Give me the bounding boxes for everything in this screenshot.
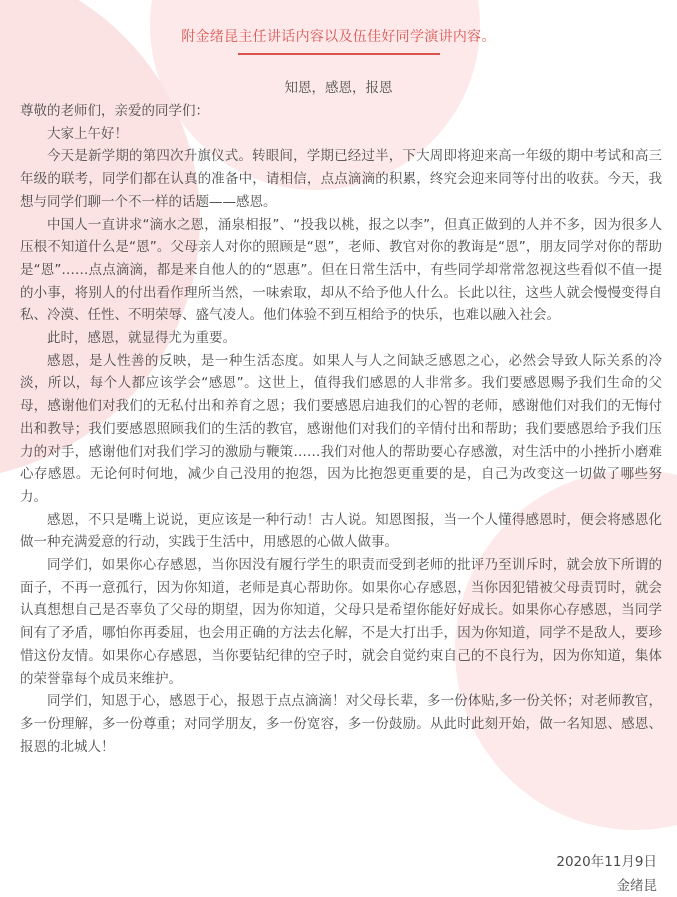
paragraph-gratitude-attitude: 感恩，是人性善的反映，是一种生活态度。如果人与人之间缺乏感恩之心，必然会导致人际关系的冷淡，所以，每个人都应该学会“感恩”。这世上，值得我们感恩的人非常多。我们要感恩赐予我们生命的父母，感谢他们对我们的无私付出和养育之恩；我们要感恩启迪我们的心智的老师，感谢他们对我们的无悔付出和教导；我们要感恩照顾我们的生活的教官，感谢他们对我们的辛情付出和帮助；我们要感恩给予我们压力的对手，感谢他们对我们学习的激励与鞭策……我们对他人的帮助要心存感激，对生活中的小挫折小磨难心存感恩。无论何时何地，减少自己没用的抱怨，因为比抱怨更重要的是，自己为改变这一切做了哪些努力。 xyxy=(20,352,662,505)
signature-author: 金绪昆 xyxy=(616,878,657,894)
paragraph-examples: 同学们，如果你心存感恩，当你因没有履行学生的职责而受到老师的批评乃至训斥时，就会放下所谓的面子，不再一意孤行，因为你知道，老师是真心帮助你。如果你心存感恩，当你因犯错被父母责罚时，就会认真想想自己是否辜负了父母的期望，因为你知道，父母只是希望你能好好成长。如果你心存感恩，当同学间有了矛盾，哪怕你再委屈，也会用正确的方法去化解，不是大打出手，因为你知道，同学不是敌人，要珍惜这份友情。如果你心存感恩，当你要钻纪律的空子时，就会自觉约束自己的不良行为，因为你知道，集体的荣誉靠每个成员来维护。 xyxy=(20,557,662,687)
paragraph-importance: 此时，感恩，就显得尤为重要。 xyxy=(47,330,236,347)
paragraph-intro: 今天是新学期的第四次升旗仪式。转眼间，学期已经过半，下大周即将迎来高一年级的期中考试和高三年级的联考，同学们都在认真的准备中，请相信，点点滴滴的积累，终究会迎来同等付出的收获。今天，我想与同学们聊一个不一样的话题——感恩。 xyxy=(20,148,662,210)
salutation: 尊敬的老师们，亲爱的同学们： xyxy=(20,103,209,119)
speech-body xyxy=(20,100,662,758)
paragraph-closing: 同学们，知恩于心，感恩于心，报恩于点点滴滴！对父母长辈，多一份体贴,多一份关怀；对老师教官，多一份理解，多一份尊重；对同学朋友，多一份宽容，多一份鼓励。从此时此刻开始，做一名知恩、感恩、报恩的北城人！ xyxy=(20,693,662,755)
signature-date: 2020年11月9日 xyxy=(556,854,657,870)
paragraph-greeting: 大家上午好！ xyxy=(47,125,128,142)
article-header-title: 附金绪昆主任讲话内容以及伍佳好同学演讲内容。 xyxy=(181,29,496,45)
paragraph-tradition: 中国人一直讲求“滴水之恩，涌泉相报”、“投我以桃，报之以李”，但真正做到的人并不多，因为很多人压根不知道什么是“恩”。父母亲人对你的照顾是“恩”，老师、教官对你的教诲是“恩”，朋友同学对你的帮助是“恩”……点点滴滴，都是来自他人的的“恩惠”。但在日常生活中，有些同学却常常忽视这些看似不值一提的小事，将别人的付出看作理所当然，一味索取，却从不给予他人什么。长此以往，这些人就会慢慢变得自私、冷漠、任性、不明荣辱、盛气凌人。他们体验不到互相给予的快乐，也难以融入社会。 xyxy=(20,216,662,324)
title-divider xyxy=(238,53,440,55)
paragraph-action: 感恩，不只是嘴上说说，更应该是一种行动！古人说。知恩图报，当一个人懂得感恩时，便会将感恩化做一种充满爱意的行动，实践于生活中，用感恩的心做人做事。 xyxy=(20,511,662,551)
speech-title: 知恩，感恩，报恩 xyxy=(284,80,393,96)
